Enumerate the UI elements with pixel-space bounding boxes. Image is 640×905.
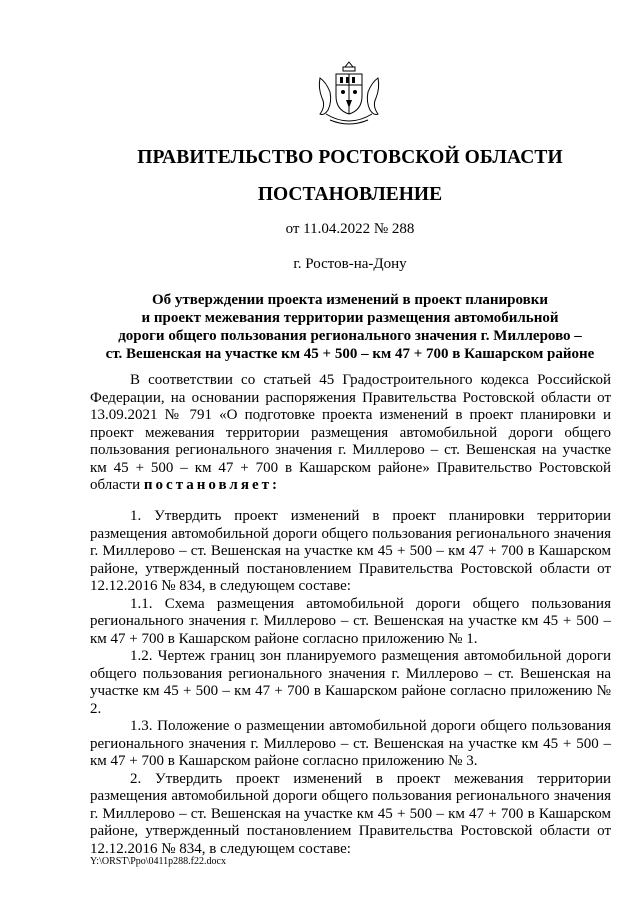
item-1-1: 1.1. Схема размещения автомобильной дороги общего пользования регионального значения г. Миллерово – ст. Вешенская на участке км 45 + 500 – км 47 + 700 в Кашарском районе согласно приложению № 1. xyxy=(90,595,611,647)
items xyxy=(90,508,611,858)
file-path: Y:\ORST\Ppo\0411p288.f22.docx xyxy=(90,856,226,867)
item-1-3: 1.3. Положение о размещении автомобильной дороги общего пользования регионального значения г. Миллерово – ст. Вешенская на участке км 45 + 500 – км 47 + 700 в Кашарском районе согласно приложению № 3. xyxy=(90,718,611,769)
item-1: 1. Утвердить проект изменений в проект планировки территории размещения автомобильной дороги общего пользования регионального значения г. Миллерово – ст. Вешенская на участке км 45 + 500 – км 47 + 700 в Кашарском районе, утвержденный постановлением Правительства Ростовской области от 12.12.2016 № 834, в следующем составе: xyxy=(90,508,611,594)
subject-line: и проект межевания территории размещения автомобильной xyxy=(141,310,559,326)
preamble-paragraph xyxy=(90,372,611,495)
item-1-2: 1.2. Чертеж границ зон планируемого размещения автомобильной дороги общего пользования регионального значения г. Миллерово – ст. Вешенская на участке км 45 + 500 – км 47 + 700 в Кашарском районе согласно приложению № 2. xyxy=(90,648,611,717)
preamble-text: В соответствии со статьей 45 Градостроительного кодекса Российской Федерации, на основании распоряжения Правительства Ростовской области от 13.09.2021 № 791 «О подготовке проекта изменений в проект планировки и проект межевания территории размещения автомобильной дороги общего пользования регионального значения г. Миллерово – ст. Вешенская на участке км 45 + 500 – км 47 + 700 в Кашарском районе» Правительство Ростовской области xyxy=(90,372,611,493)
date-number: от 11.04.2022 № 288 xyxy=(285,221,415,237)
organization-title: ПРАВИТЕЛЬСТВО РОСТОВСКОЙ ОБЛАСТИ xyxy=(137,147,563,168)
resolves-word: постановляет: xyxy=(143,477,280,493)
subject-line: Об утверждении проекта изменений в проект планировки xyxy=(151,292,549,308)
coat-of-arms-icon xyxy=(316,58,382,130)
subject-line: ст. Вешенская на участке км 45 + 500 – км 47 + 700 в Кашарском районе xyxy=(105,346,595,362)
subject-line: дороги общего пользования регионального значения г. Миллерово – xyxy=(118,328,582,344)
item-2: 2. Утвердить проект изменений в проект межевания территории размещения автомобильной дороги общего пользования регионального значения г. Миллерово – ст. Вешенская на участке км 45 + 500 – км 47 + 700 в Кашарском районе, утвержденный постановлением Правительства Ростовской области от 12.12.2016 № 834, в следующем составе: xyxy=(90,770,611,857)
subject-heading xyxy=(100,291,600,363)
city: г. Ростов-на-Дону xyxy=(293,256,407,272)
preamble xyxy=(90,372,611,495)
document-type: ПОСТАНОВЛЕНИЕ xyxy=(257,184,443,205)
